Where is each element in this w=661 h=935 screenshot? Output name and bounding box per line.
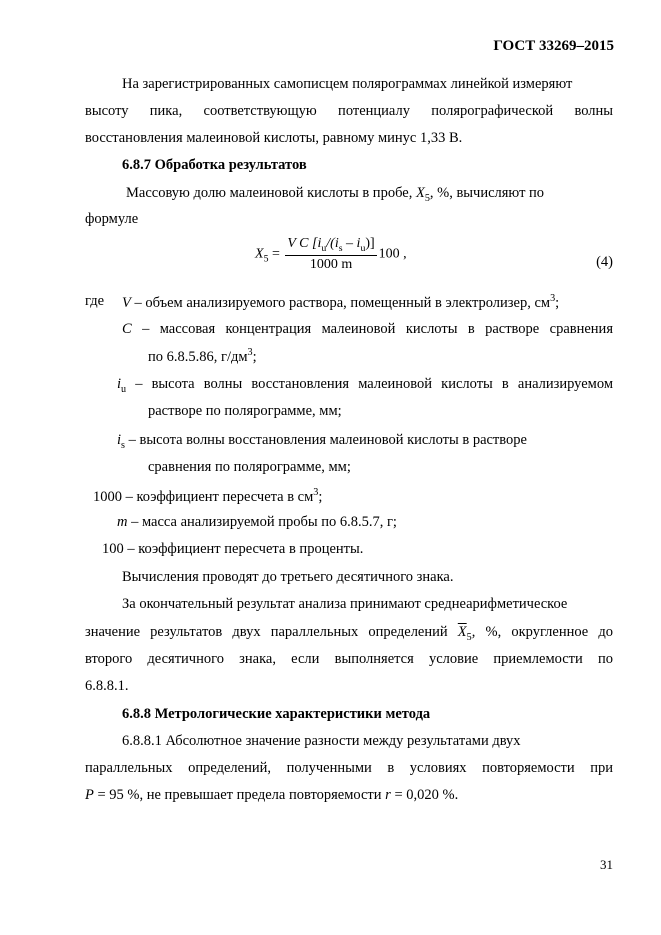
where-item-iu-cont: растворе по полярограмме, мм; [148,403,342,419]
intro-line-1: На зарегистрированных самописцем полярограммах линейкой измеряют [122,76,573,92]
final-result-line-1: За окончательный результат анализа принимают среднеарифметическое [122,596,568,612]
final-result-line-2: значение результатов двух параллельных определений $\overline{X}_5$, %, округленное до [85,624,613,643]
section-688-line-3: P = 95 %, не превышает предела повторяемости r = 0,020 %. [85,787,459,803]
formula-multiplier: 100 , [378,246,407,262]
where-item-v: V – объем анализируемого раствора, помещенный в электролизер, $см^3$; [122,293,560,311]
where-item-m: m – масса анализируемой пробы по 6.8.5.7, г; [117,514,397,530]
formula-numerator: V C $[i_u/(i_s - i_u)]$ [287,236,375,254]
where-item-is-cont: сравнения по полярограмме, мм; [148,459,351,475]
formula-denominator: 1000 m [309,256,353,272]
where-item-100: 100 – коэффициент пересчета в проценты. [102,541,364,557]
section-688-line-2: параллельных определений, полученными в условиях повторяемости при [85,760,613,776]
page-number: 31 [600,857,613,872]
formula-intro-line-1: Массовую долю малеиновой кислоты в пробе, $X_5$, %, вычисляют по [126,185,545,204]
final-result-line-3: второго десятичного знака, если выполняется условие приемлемости по [85,651,613,667]
where-item-1000: 1000 – коэффициент пересчета в $см^3$; [93,487,323,505]
where-item-iu: $i_u$ – высота волны восстановления малеиновой кислоты в анализируемом [117,376,613,395]
intro-line-2: высоту пика, соответствующую потенциалу полярографической волны [85,103,613,119]
where-item-is: $i_s$ – высота волны восстановления малеиновой кислоты в растворе [117,432,527,451]
equation-number: (4) [596,254,613,270]
where-item-c: C – массовая концентрация малеиновой кислоты в растворе сравнения [122,321,613,337]
section-688-line-1: 6.8.8.1 Абсолютное значение разности между результатами двух [122,733,521,749]
formula-intro-line-2: формуле [85,211,139,227]
section-heading-688: 6.8.8 Метрологические характеристики метода [122,706,431,722]
section-heading-687: 6.8.7 Обработка результатов [122,157,307,173]
calc-note: Вычисления проводят до третьего десятичного знака. [122,569,454,585]
formula-4: $X_5$ = $\frac{V C [i_u/(i_s - i_u)]}{1000 m}$ 100 , [255,236,407,272]
intro-line-3: восстановления малеиновой кислоты, равному минус 1,33 В. [85,130,463,146]
where-label: где [85,293,105,309]
where-item-c-cont: по 6.8.5.86, $г/дм^3$; [148,347,257,365]
formula-fraction [285,236,376,273]
final-result-line-4: 6.8.8.1. [85,678,129,694]
document-header: ГОСТ 33269–2015 [493,38,614,54]
